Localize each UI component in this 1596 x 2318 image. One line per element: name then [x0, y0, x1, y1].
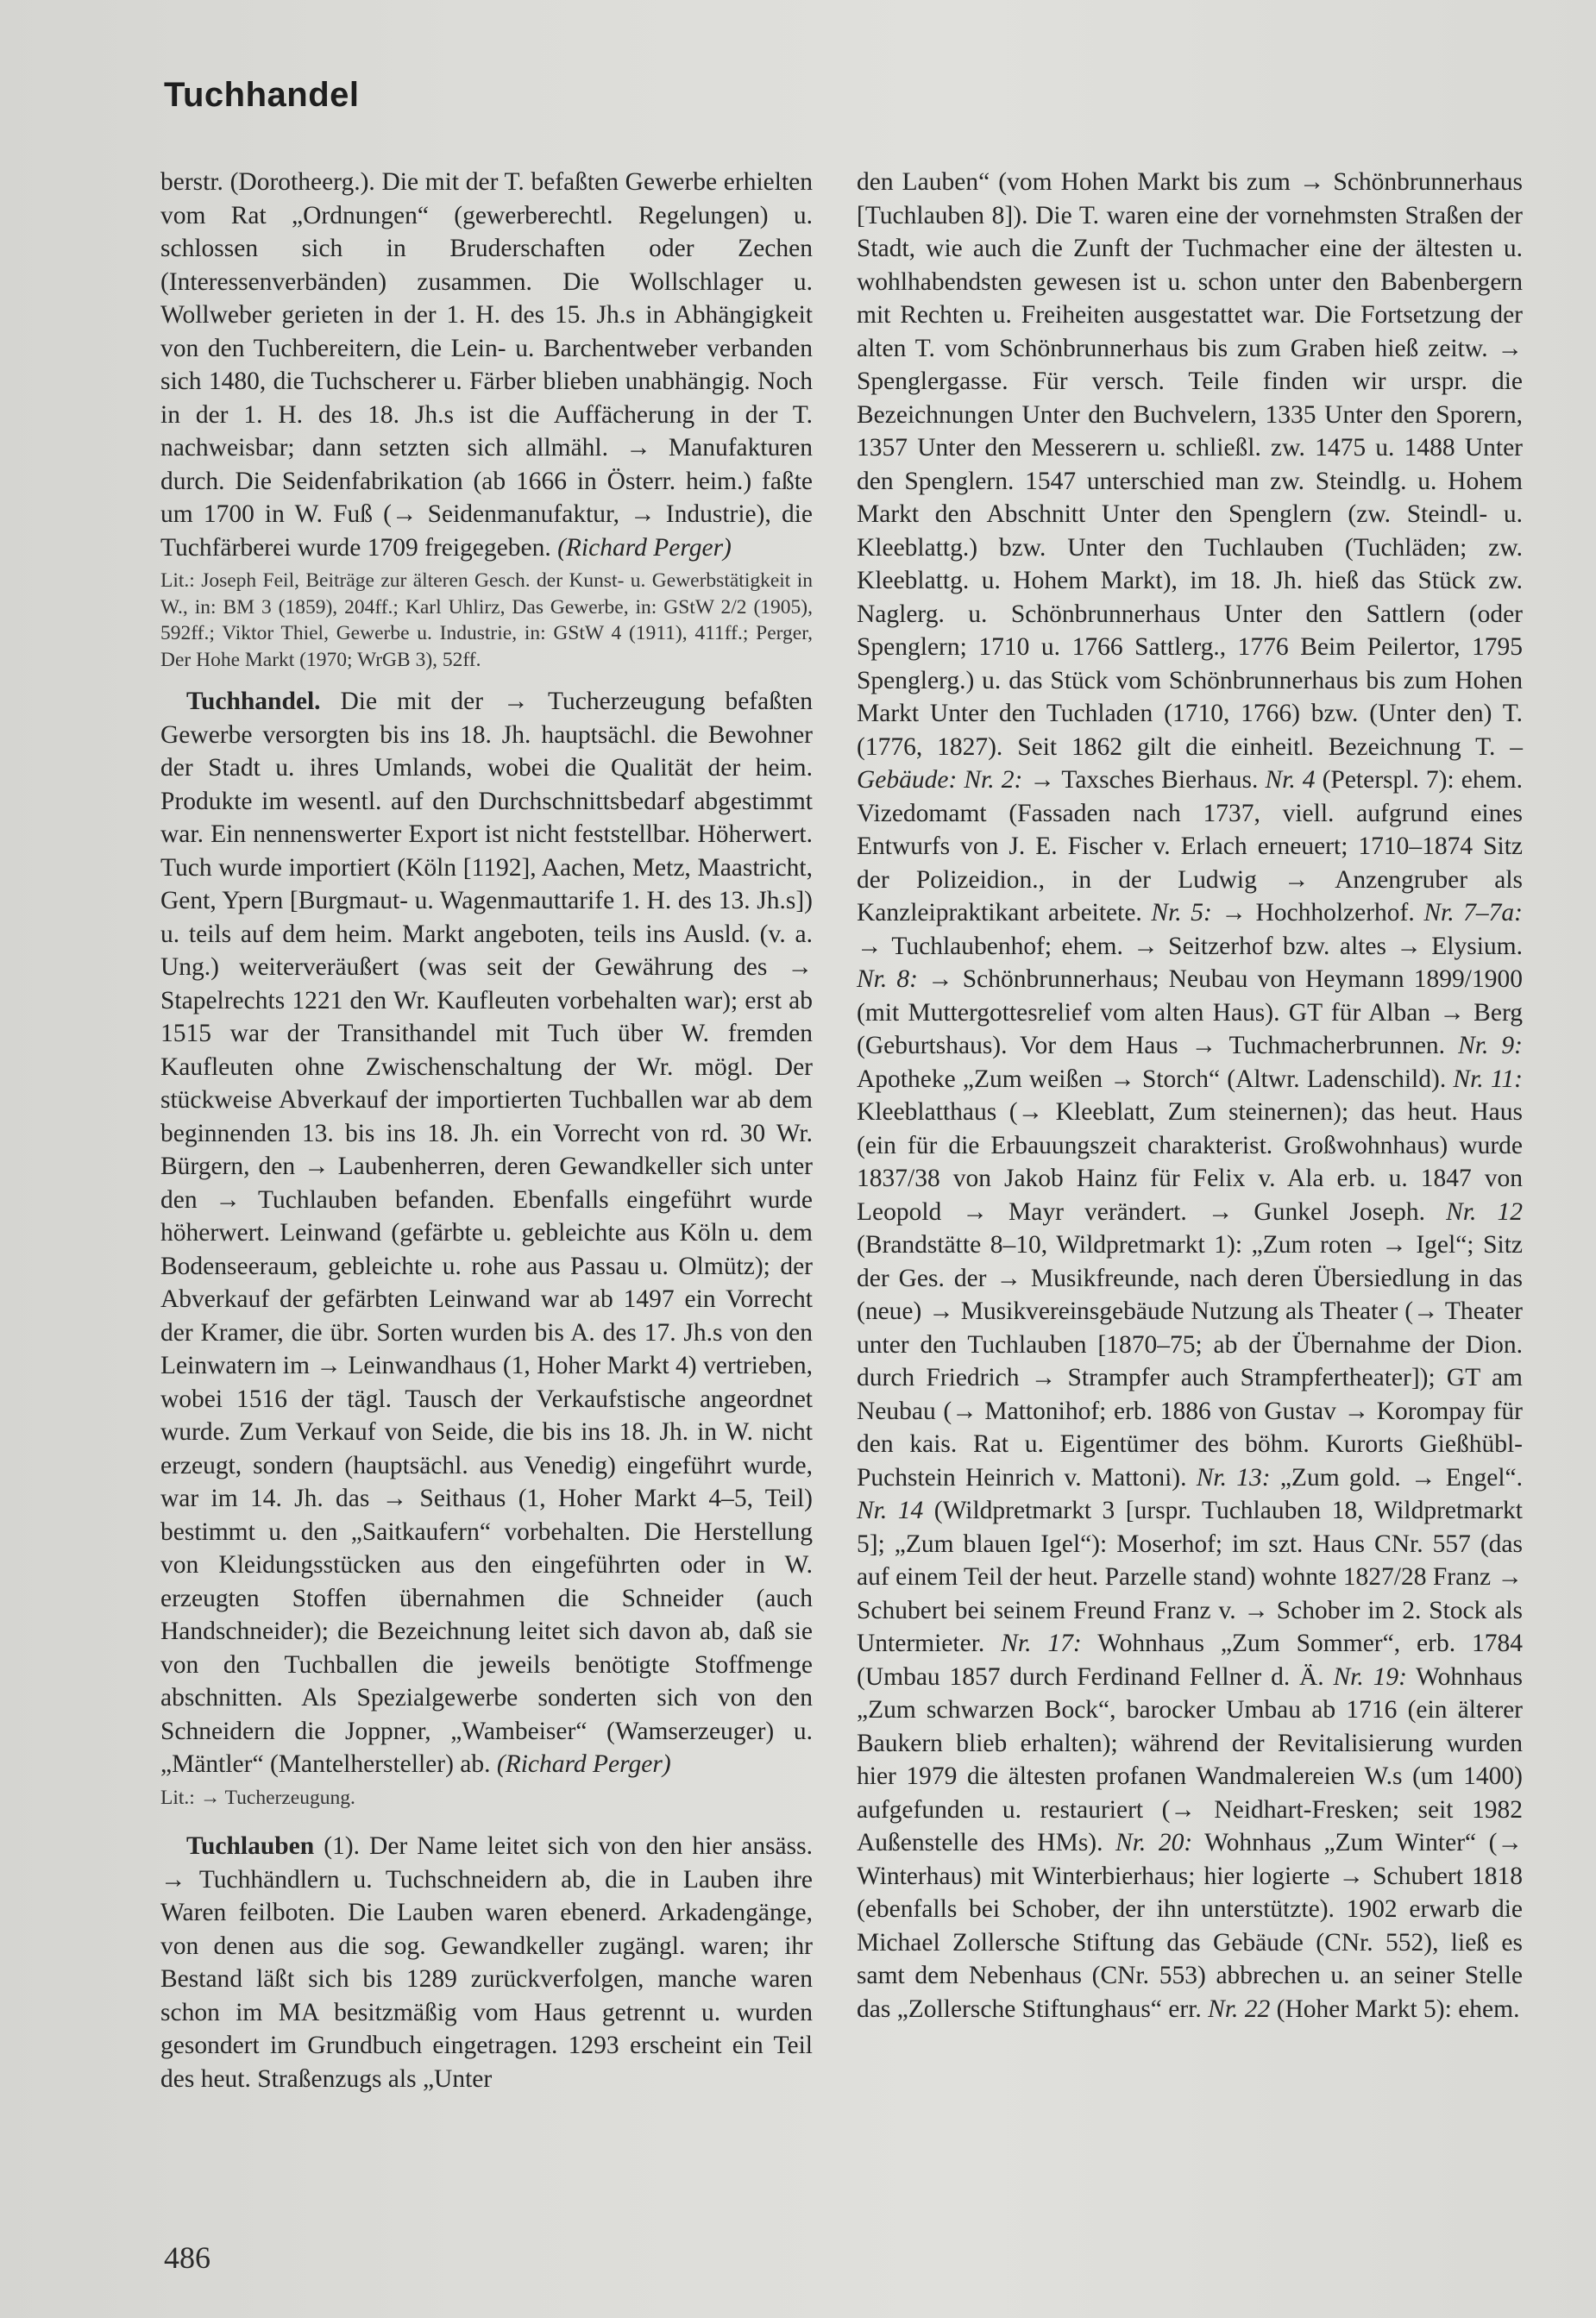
- building-number: Nr. 12: [1446, 1197, 1523, 1226]
- building-number: Nr. 9:: [1458, 1032, 1523, 1059]
- entry-text: Wohnhaus „Zum Sommer“, erb. 1784 (Umbau 1857 durch Ferdinand Fellner d. Ä.: [857, 1630, 1524, 1691]
- entry-text: (Wildpretmarkt 3 [urspr. Tuchlauben 18, Wildpretmarkt 5]; „Zum blauen Igel“): Moserhof; im szt. Haus CNr. 557 (das auf einem Teil der heut. Parzelle stand) wohnte 1827/28 Franz → Schubert bei seinem Freund Franz v. → Schober im 2. Stock als Untermieter.: [857, 1497, 1523, 1657]
- right-column: [857, 166, 1523, 2026]
- building-number: Nr. 19:: [1333, 1662, 1407, 1691]
- building-number: Nr. 22: [1208, 1994, 1271, 2023]
- entry-text: → Schönbrunnerhaus; Neubau von Heymann 1899/1900 (mit Muttergottesrelief vom alten Haus). GT für Alban → Berg (Geburtshaus). Vor dem Haus → Tuchmacherbrunnen.: [857, 965, 1523, 1059]
- entry-text: Kleeblatthaus (→ Kleeblatt, Zum steinernen); das heut. Haus (ein für die Erbauungszeit charakterist. Großwohnhaus) wurde 1837/38 von Jakob Hainz für Felix v. Ala erb. u. 1847 von Leopold → Mayr verändert. → Gunkel Joseph.: [857, 1098, 1523, 1226]
- entry-continuation-tuchbereitung: [160, 166, 813, 564]
- entry-text: → Hochholzerhof.: [1211, 899, 1424, 927]
- literature-note: Lit.: → Tucherzeugung.: [160, 1786, 355, 1809]
- entry-text: → Taxsches Bierhaus.: [1022, 766, 1266, 794]
- entry-tuchlauben: [160, 1830, 813, 2095]
- building-number: Nr. 7–7a:: [1423, 899, 1524, 927]
- entry-text: Wohnhaus „Zum schwarzen Bock“, barocker Umbau ab 1716 (ein älterer Baukern blieb erhalten); während der Revitalisierung wurden hier 1979 die ältesten profanen Wandmalereien W.s (um 1400) aufgefunden u. restauriert (→ Neidhart-Fresken; seit 1982 Außenstelle des HMs).: [857, 1662, 1523, 1856]
- entry-text: (1). Der Name leitet sich von den hier ansäss. → Tuchhändlern u. Tuchschneidern ab, die in Lauben ihre Waren feilboten. Die Lauben waren ebenerd. Arkadengänge, von denen aus die sog. Gewandkeller zugängl. waren; ihr Bestand läßt sich bis 1289 zurückverfolgen, manche waren schon im MA besitzmäßig vom Haus getrennt u. wurden gesondert im Grundbuch eingetragen. 1293 erscheint ein Teil des heut. Straßenzugs als „Unter: [160, 1832, 813, 2093]
- left-column: [160, 166, 813, 2095]
- entry-text: → Tuchlaubenhof; ehem. → Seitzerhof bzw. altes → Elysium.: [857, 932, 1523, 960]
- entry-text: den Lauben“ (vom Hohen Markt bis zum → Schönbrunnerhaus [Tuchlauben 8]). Die T. waren eine der vornehmsten Straßen der Stadt, wie auch die Zunft der Tuchmacher eine der ältesten u. wohlhabendsten gewesen ist u. schon unter den Babenbergern mit Rechten u. Freiheiten ausgestattet war. Die Fortsetzung der alten T. vom Schönbrunnerhaus bis zum Graben hieß zeitw. → Spenglergasse. Für versch. Teile finden wir urspr. die Bezeichnungen Unter den Buchvelern, 1335 Unter den Sporern, 1357 Unter den Messerern u. schließl. zw. 1475 u. 1488 Unter den Spenglern. 1547 unterschied man zw. Steindlg. u. Hohem Markt den Abschnitt Unter den Spenglern (zw. Steindl- u. Kleeblattg.) bzw. Unter den Tuchlauben (Tuchläden; zw. Kleeblattg. u. Hohem Markt), im 18. Jh. hieß das Stück zw. Naglerg. u. Schönbrunnerhaus Unter den Sattlern (oder Spenglern; 1710 u. 1766 Sattlerg., 1776 Beim Peilertor, 1795 Spenglerg.) u. das Stück vom Schönbrunnerhaus bis zum Hohen Markt Unter den Tuchladen (1710, 1766) bzw. (Unter den) T. (1776, 1827). Seit 1862 gilt die einheitl. Bezeichnung T. –: [857, 168, 1523, 761]
- entry-text: (Hoher Markt 5): ehem.: [1270, 1994, 1520, 2023]
- building-number: Nr. 20:: [1115, 1829, 1193, 1856]
- entry-author: (Richard Perger): [557, 533, 732, 562]
- entry-text: Die mit der → Tucherzeugung befaßten Gewerbe versorgten bis ins 18. Jh. hauptsächl. die Bewohner der Stadt u. ihres Umlands, wobei die Qualität der heim. Produkte im wesentl. auf den Durchschnittsbedarf abgestimmt war. Ein nennenswerter Export ist nicht feststellbar. Höherwert. Tuch wurde importiert (Köln [1192], Aachen, Metz, Maastricht, Gent, Ypern [Burgmaut- u. Wagenmauttarife 1. H. des 13. Jh.s]) u. teils auf dem heim. Markt angeboten, teils ins Ausld. (v. a. Ung.) weiterveräußert (was seit der Gewährung des → Stapelrechts 1221 den Wr. Kaufleuten vorbehalten war); erst ab 1515 war der Transithandel mit Tuch über W. fremden Kaufleuten ohne Zwischenschaltung der Wr. mögl. Der stückweise Abverkauf der importierten Tuchballen war ab dem beginnenden 13. bis ins 18. Jh. ein Vorrecht von rd. 30 Wr. Bürgern, den → Laubenherren, deren Gewandkeller sich unter den → Tuchlauben befanden. Ebenfalls eingeführt wurde höherwert. Leinwand (gefärbte u. gebleichte aus Köln u. dem Bodenseeraum, gebleichte u. rohe aus Passau u. Olmütz); der Abverkauf der gefärbten Leinwand war ab 1497 ein Vorrecht der Kramer, die übr. Sorten wurden bis A. des 17. Jh.s von den Leinwatern im → Leinwandhaus (1, Hoher Markt 4) vertrieben, wobei 1516 der tägl. Tausch der Verkaufstische angeordnet wurde. Zum Verkauf von Seide, die bis ins 18. Jh. in W. nicht erzeugt, sondern (hauptsächl. aus Venedig) eingeführt wurde, war im 14. Jh. das → Seithaus (1, Hoher Markt 4–5, Teil) bestimmt u. den „Saitkaufern“ vorbehalten. Die Herstellung von Kleidungsstücken aus den eingeführten oder in W. erzeugten Stoffen übernahmen die Schneider (auch Handschneider); die Bezeichnung leitet sich davon ab, daß sie von den Tuchballen die jeweils benötigte Stoffmenge abschnitten. Als Spezialgewerbe sonderten sich von den Schneidern die Joppner, „Wambeiser“ (Wamserzeuger) u. „Mäntler“ (Mantelhersteller) ab.: [160, 688, 813, 1778]
- entry-text: Wohnhaus „Zum Winter“ (→ Winterhaus) mit Winterbierhaus; hier logierte → Schubert 1818 (ebenfalls bei Schober, der ihn unterstützte). 1902 erwarb die Michael Zollersche Stiftung das Gebäude (CNr. 552), ließ es samt dem Nebenhaus (CNr. 553) abbrechen u. an seiner Stelle das „Zollersche Stiftunghaus“ err.: [857, 1829, 1523, 2023]
- building-label: Gebäude: Nr. 2:: [857, 766, 1023, 794]
- entry-text: (Peterspl. 7): ehem. Vizedomamt (Fassaden nach 1737, viell. aufgrund eines Entwurfs von J. E. Fischer v. Erlach erneuert; 1710–1874 Sitz der Polizeidion., in der Ludwig → Anzengruber als Kanzleipraktikant arbeitete.: [857, 766, 1523, 927]
- building-number: Nr. 14: [857, 1497, 924, 1524]
- building-number: Nr. 17:: [1001, 1630, 1082, 1657]
- entry-text: „Zum gold. → Engel“.: [1270, 1463, 1523, 1492]
- entry-headword: Tuchlauben: [186, 1832, 315, 1860]
- entry-tuchhandel: [160, 685, 813, 1781]
- building-number: Nr. 5:: [1151, 899, 1212, 927]
- building-number: Nr. 13:: [1196, 1463, 1271, 1492]
- running-head: Tuchhandel: [164, 76, 360, 114]
- page-number: 486: [164, 2240, 210, 2275]
- entry-tuchlauben-continuation: [857, 166, 1523, 2026]
- building-number: Nr. 11:: [1453, 1065, 1523, 1093]
- entry-text: Apotheke „Zum weißen → Storch“ (Altwr. Ladenschild).: [857, 1065, 1454, 1093]
- entry-text: (Brandstätte 8–10, Wildpretmarkt 1): „Zum roten → Igel“; Sitz der Ges. der → Musikfreunde, nach deren Übersiedlung in das (neue) → Musikvereinsgebäude Nutzung als Theater (→ Theater unter den Tuchlauben [1870–75; ab der Übernahme der Dion. durch Friedrich → Strampfer auch Strampfertheater]); GT am Neubau (→ Mattonihof; erb. 1886 von Gustav → Korompay für den kais. Rat u. Eigentümer des böhm. Kurorts Gießhübl-Puchstein Heinrich v. Mattoni).: [857, 1231, 1523, 1492]
- entry-text: berstr. (Dorotheerg.). Die mit der T. befaßten Gewerbe erhielten vom Rat „Ordnungen“ (gewerberechtl. Regelungen) u. schlossen sich in Bruderschaften oder Zechen (Interessenverbänden) zusammen. Die Wollschlager u. Wollweber gerieten in der 1. H. des 15. Jh.s in Abhängigkeit von den Tuchbereitern, die Lein- u. Barchentweber verbanden sich 1480, die Tuchscherer u. Färber blieben unabhängig. Noch in der 1. H. des 18. Jh.s ist die Auffächerung in der T. nachweisbar; dann setzten sich allmähl. → Manufakturen durch. Die Seidenfabrikation (ab 1666 in Österr. heim.) faßte um 1700 in W. Fuß (→ Seidenmanufaktur, → Industrie), die Tuchfärberei wurde 1709 freigegeben.: [160, 168, 813, 562]
- building-number: Nr. 4: [1265, 766, 1316, 794]
- entry-headword: Tuchhandel.: [186, 688, 321, 715]
- entry-author: (Richard Perger): [496, 1750, 671, 1778]
- literature-note: Lit.: Joseph Feil, Beiträge zur älteren Gesch. der Kunst- u. Gewerbstätigkeit in W., in: BM 3 (1859), 204ff.; Karl Uhlirz, Das Gewerbe, in: GStW 2/2 (1905), 592ff.; Viktor Thiel, Gewerbe u. Industrie, in: GStW 4 (1911), 411ff.; Perger, Der Hohe Markt (1970; WrGB 3), 52ff.: [160, 569, 813, 671]
- building-number: Nr. 8:: [857, 965, 918, 993]
